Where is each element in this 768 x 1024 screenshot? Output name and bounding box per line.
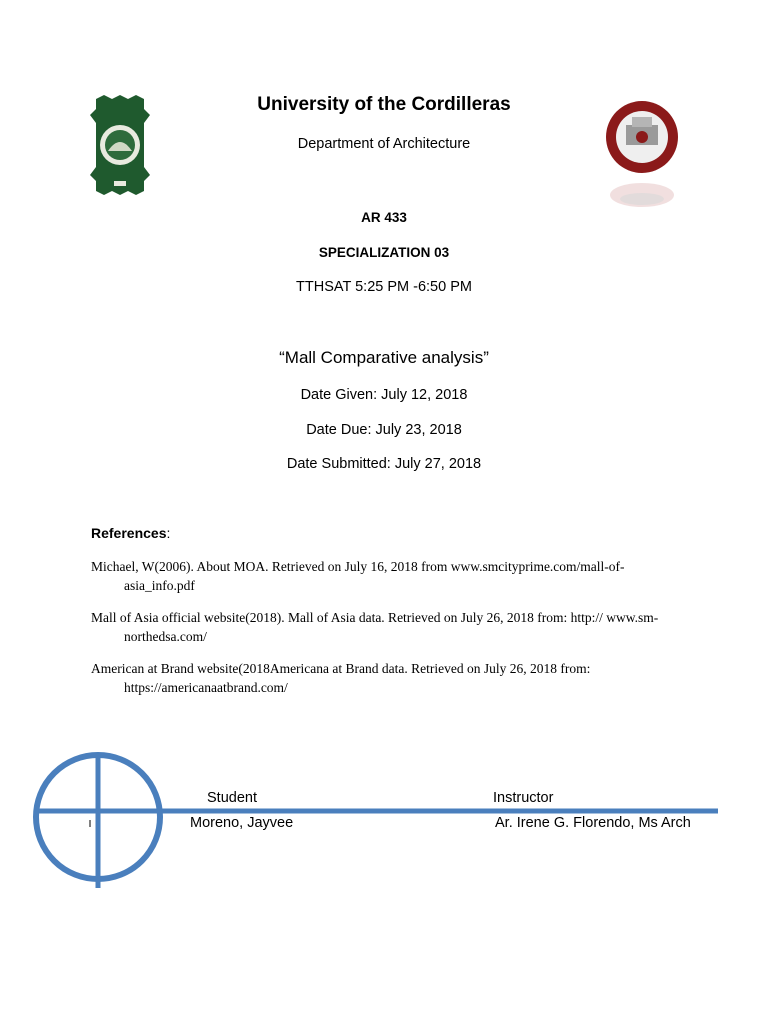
course-code: AR 433 (361, 210, 407, 225)
course-title: SPECIALIZATION 03 (318, 245, 450, 260)
references-heading: References: (91, 525, 171, 541)
reference-line: American at Brand website(2018Americana at Brand data. Retrieved on July 26, 2018 from: (91, 661, 591, 676)
department-name: Department of Architecture (297, 136, 471, 152)
instructor-name: Ar. Irene G. Florendo, Ms Arch (495, 815, 691, 831)
reference-item (91, 608, 691, 646)
date-due: Date Due: July 23, 2018 (306, 422, 462, 438)
date-given: Date Given: July 12, 2018 (300, 387, 468, 403)
date-submitted: Date Submitted: July 27, 2018 (286, 456, 482, 472)
reference-line: https://americanaatbrand.com/ (124, 680, 288, 695)
reference-line: Mall of Asia official website(2018). Mall of Asia data. Retrieved on July 26, 2018 from: http:// www.sm- (91, 610, 659, 625)
reference-item (91, 659, 691, 697)
student-name: Moreno, Jayvee (190, 815, 294, 831)
student-label: Student (207, 790, 257, 806)
university-title: University of the Cordilleras (257, 94, 511, 115)
reference-line: asia_info.pdf (124, 578, 195, 593)
reference-item (91, 557, 691, 595)
reference-line: Michael, W(2006). About MOA. Retrieved on July 16, 2018 from www.smcityprime.com/mall-of- (91, 559, 625, 574)
reference-line: northedsa.com/ (124, 629, 207, 644)
course-schedule: TTHSAT 5:25 PM -6:50 PM (296, 279, 472, 295)
assignment-title: “Mall Comparative analysis” (279, 348, 489, 367)
instructor-label: Instructor (493, 790, 554, 806)
